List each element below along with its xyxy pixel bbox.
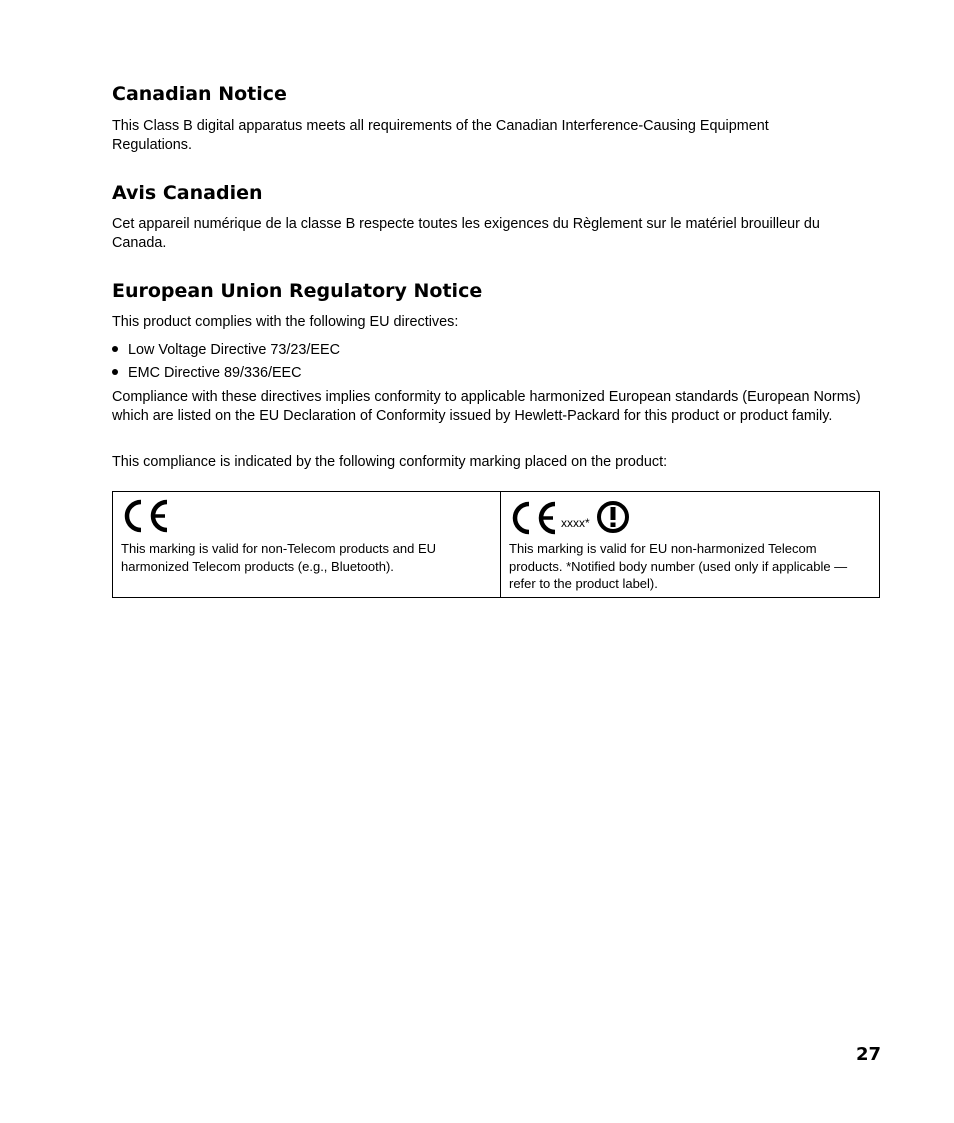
table-row: [113, 492, 880, 598]
ce-mark-icon: [509, 500, 559, 536]
marks-left-description: This marking is valid for non-Telecom products and EU harmonized Telecom products (e.g., Bluetooth).: [121, 541, 437, 574]
directive-label: Low Voltage Directive 73/23/EEC: [128, 342, 340, 358]
conformity-marks-table: [112, 491, 880, 598]
directive-list-item: [112, 341, 340, 360]
eu-notice-heading: European Union Regulatory Notice: [112, 280, 483, 302]
ce-mark-row: [509, 498, 871, 538]
marks-cell-right: [501, 492, 880, 598]
ce-mark-icon: [121, 498, 171, 534]
notified-body-number: xxxx*: [561, 515, 590, 530]
avis-canadien-body: Cet appareil numérique de la classe B respecte toutes les exigences du Règlement sur le matériel brouilleur du Canada.: [112, 216, 820, 251]
eu-intro-text: This product complies with the following EU directives:: [112, 314, 459, 330]
canadian-notice-heading: Canadian Notice: [112, 83, 287, 105]
canadian-notice-body: This Class B digital apparatus meets all requirements of the Canadian Interference-Causing Equipment Regulations.: [112, 118, 769, 153]
bullet-dot-icon: [112, 346, 118, 352]
page-number: 27: [856, 1044, 882, 1065]
directive-label: EMC Directive 89/336/EEC: [128, 365, 302, 381]
marks-right-description: This marking is valid for EU non-harmonized Telecom products. *Notified body number (used only if applicable — refer to the product label).: [509, 541, 848, 591]
eu-indicated-text: This compliance is indicated by the following conformity marking placed on the product:: [112, 454, 668, 470]
bullet-dot-icon: [112, 369, 118, 375]
alert-circle-icon: [596, 500, 630, 534]
eu-compliance-text: Compliance with these directives implies conformity to applicable harmonized European standards (European Norms) which are listed on the EU Declaration of Conformity issued by Hewlett-Packard for this product or product family.: [112, 389, 861, 424]
directive-list-item: [112, 364, 302, 383]
avis-canadien-heading: Avis Canadien: [112, 182, 263, 204]
marks-cell-left: [113, 492, 501, 598]
